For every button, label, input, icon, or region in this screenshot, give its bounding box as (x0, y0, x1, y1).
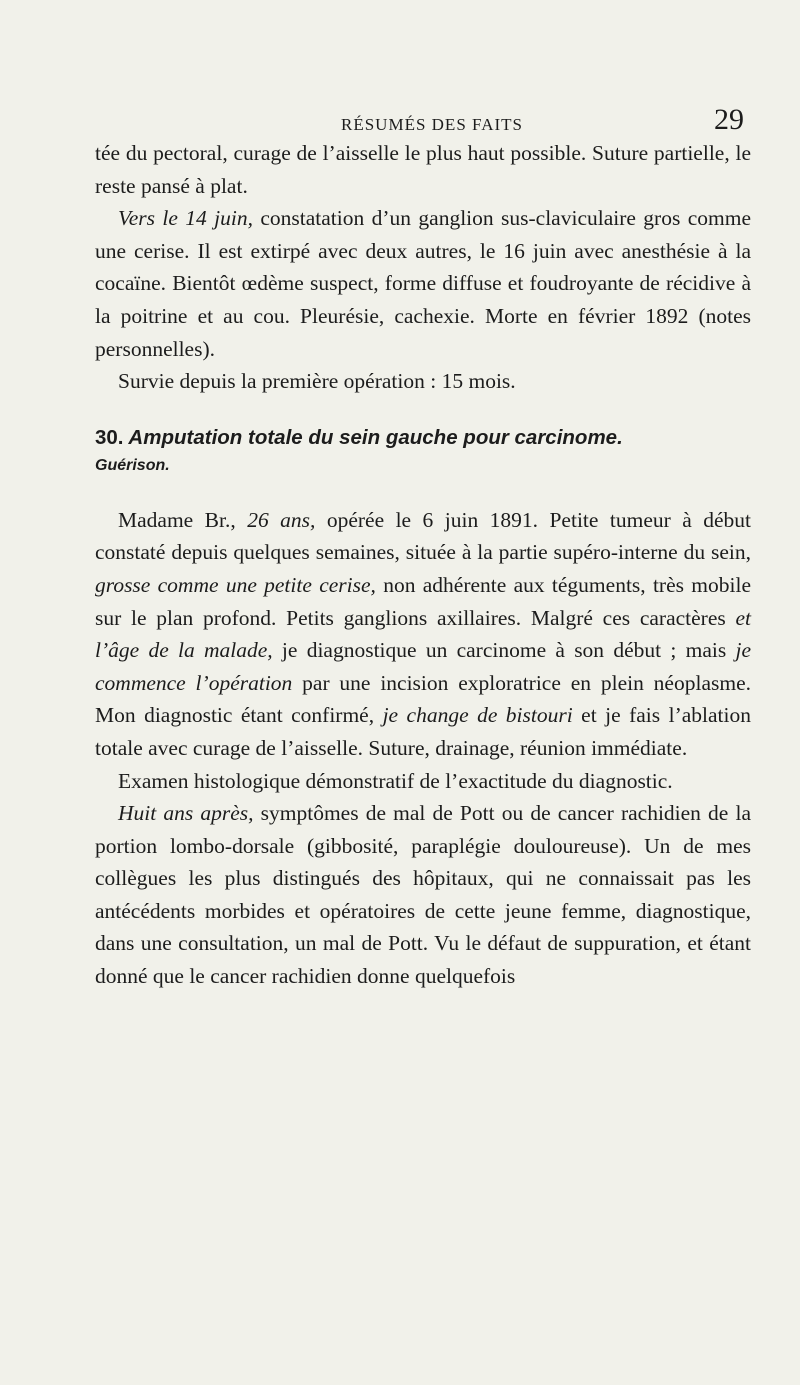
case-heading (95, 422, 751, 454)
paragraph-text: tée du pectoral, curage de l’aisselle le plus haut possible. Suture partielle, le reste pansé à plat. (95, 141, 751, 198)
paragraph-text: non adhérente aux téguments, très mobile sur le plan profond. Petits ganglions axillaires. Malgré ces caractères (95, 572, 751, 630)
running-title: RÉSUMÉS DES FAITS (341, 115, 523, 134)
paragraph (95, 365, 751, 398)
paragraph (95, 504, 751, 765)
paragraph-text: constatation d’un ganglion sus-claviculaire gros comme une cerise. Il est extirpé avec deux autres, le 16 juin avec anesthésie à la cocaïne. Bientôt œdème suspect, forme diffuse et foudroyante de récidive à la poitrine et au cou. Pleurésie, cachexie. Morte en février 1892 (notes personnelles). (95, 206, 751, 361)
paragraph (95, 765, 751, 798)
italic-phrase: grosse comme une petite cerise, (95, 572, 376, 597)
page-number: 29 (714, 103, 744, 136)
running-head (100, 103, 744, 135)
paragraph-text: symptômes de mal de Pott ou de cancer rachidien de la portion lombo-dorsale (gibbosité, paraplégie douloureuse). Un de mes collègues les plus distingués des hôpitaux, qui ne connaissait pas les antécédents morbides et opératoires de cette jeune femme, diagnostique, dans une consultation, un mal de Pott. Vu le défaut de suppuration, et étant donné que le cancer rachidien donne quelquefois (95, 801, 751, 989)
paragraph-text: Examen histologique démonstratif de l’exactitude du diagnostic. (118, 768, 673, 793)
paragraph-text: par une incision exploratrice en plein néoplasme. Mon diagnostic étant confirmé, (95, 670, 751, 728)
italic-phrase: je commence l’opération (95, 638, 751, 695)
paragraph-text: je diagnostique un carcinome à son début ; mais (272, 638, 736, 663)
italic-age: 26 ans, (247, 507, 316, 532)
paragraph-text: opérée le 6 juin 1891. Petite tumeur à début constaté depuis quelques semaines, située à la partie supéro-interne du sein, (95, 507, 751, 565)
body-text (95, 137, 751, 993)
paragraph-text: et je fais l’ablation totale avec curage de l’aisselle. Suture, drainage, réunion immédiate. (95, 703, 751, 760)
case-subtitle: Guérison. (95, 456, 170, 474)
italic-phrase: Huit ans après, (118, 801, 254, 826)
italic-phrase: et l’âge de la malade, (95, 605, 751, 663)
italic-date: Vers le 14 juin, (118, 206, 253, 231)
paragraph (95, 137, 751, 202)
paragraph-text: Survie depuis la première opération : 15 mois. (118, 369, 516, 394)
section-gap (95, 398, 751, 422)
paragraph (95, 202, 751, 365)
paragraph-text: Madame Br., (118, 507, 248, 532)
italic-phrase: je change de bistouri (382, 703, 573, 728)
case-number: 30. (95, 425, 124, 449)
paragraph (95, 797, 751, 993)
case-title: Amputation totale du sein gauche pour carcinome. (123, 425, 623, 449)
